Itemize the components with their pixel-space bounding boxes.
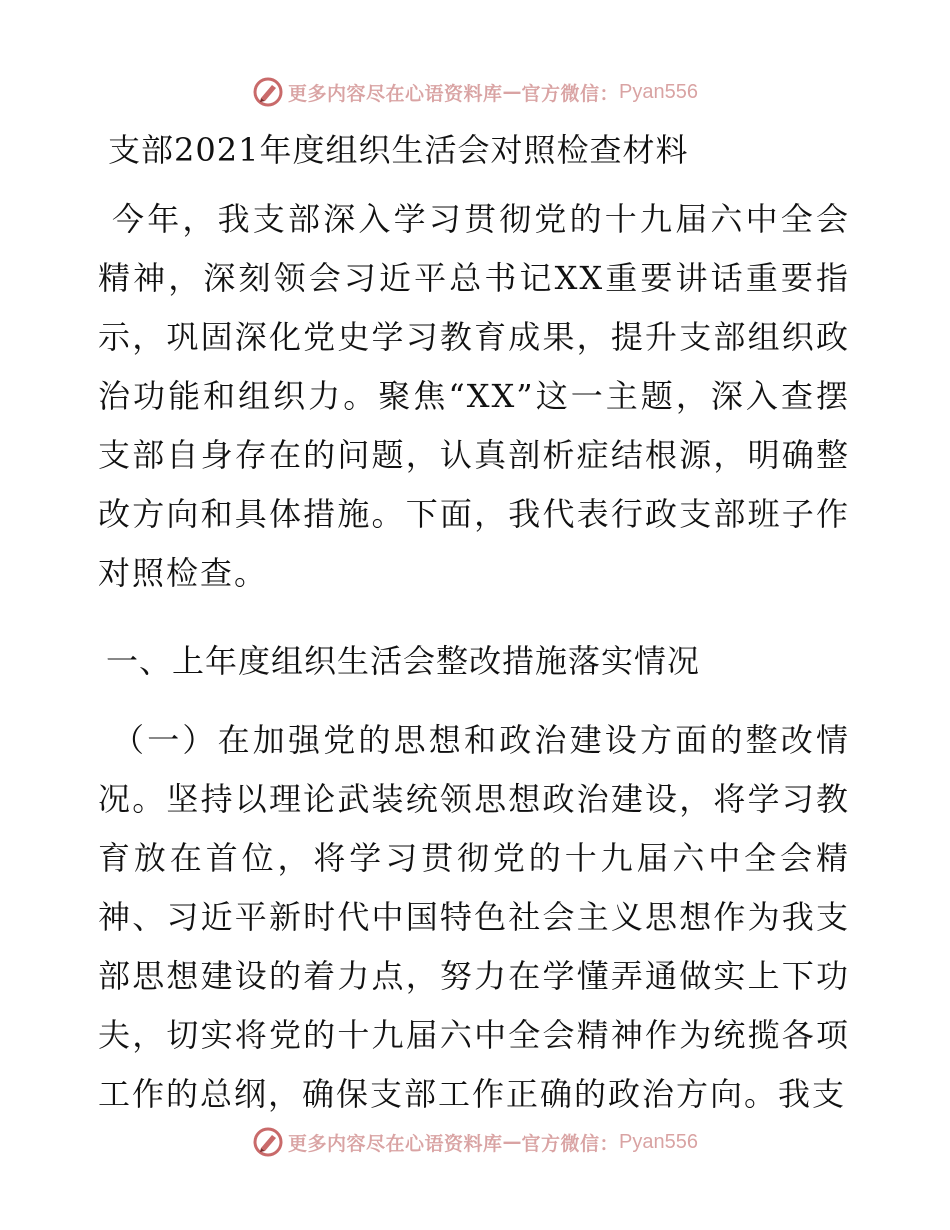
watermark-label: 官方微信：: [521, 1132, 620, 1155]
watermark-account: Pyan556: [619, 80, 698, 103]
intro-paragraph: 今年，我支部深入学习贯彻党的十九届六中全会精神，深刻领会习近平总书记XX重要讲话重要指示，巩固深化党史学习教育成果，提升支部组织政治功能和组织力。聚焦“XX”这一主题，深入查摆支部自身存在的问题，认真剖析症结根源，明确整改方向和具体措施。下面，我代表行政支部班子作对照检查。: [98, 200, 850, 592]
section-paragraph: （一）在加强党的思想和政治建设方面的整改情况。坚持以理论武装统领思想政治建设，将学习教育放在首位，将学习贯彻党的十九届六中全会精神、习近平新时代中国特色社会主义思想作为我支部思想建设的着力点，努力在学懂弄通做实上下功夫，切实将党的十九届六中全会精神作为统揽各项工作的总纲，确保支部工作正确的政治方向。我支: [98, 721, 850, 1113]
watermark-account: Pyan556: [619, 1130, 698, 1153]
watermark-header: [0, 72, 950, 112]
watermark-footer: [0, 1122, 950, 1162]
pen-logo-icon: [252, 1126, 284, 1158]
document-title: 支部2021年度组织生活会对照检查材料: [108, 131, 689, 169]
watermark-separator: —: [502, 81, 522, 103]
section-heading: 一、上年度组织生活会整改措施落实情况: [106, 642, 701, 680]
watermark-site: 更多内容尽在心语资料库: [288, 82, 503, 105]
watermark-label: 官方微信：: [521, 82, 620, 105]
watermark-site: 更多内容尽在心语资料库: [288, 1132, 503, 1155]
pen-logo-icon: [252, 76, 284, 108]
document-body: [98, 128, 850, 1124]
watermark-separator: —: [502, 1131, 522, 1153]
